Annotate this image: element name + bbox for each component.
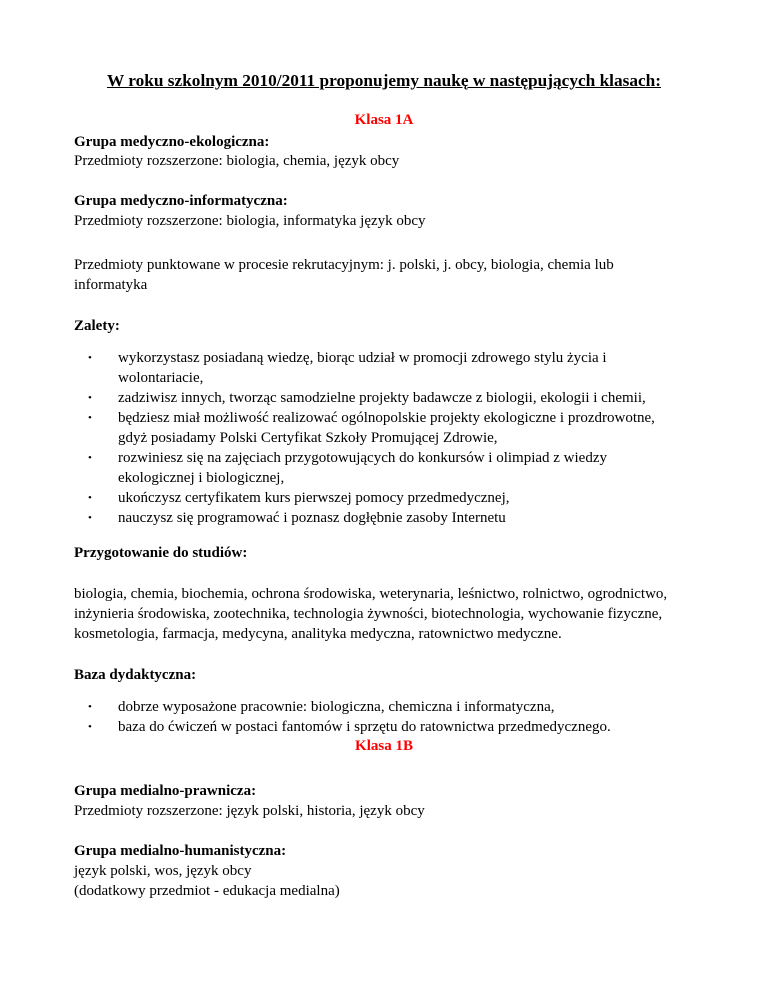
list-item: • zadziwisz innych, tworząc samodzielne projekty badawcze z biologii, ekologii i chemii,	[88, 390, 646, 406]
page-title: W roku szkolnym 2010/2011 proponujemy naukę w następujących klasach:	[106, 71, 662, 90]
bullet-icon: •	[88, 701, 92, 713]
bullet-icon: •	[88, 512, 92, 524]
teaching-base-heading: Baza dydaktyczna:	[74, 667, 197, 683]
class-1b-heading: Klasa 1B	[355, 738, 413, 754]
bullet-icon: •	[88, 452, 92, 464]
list-item: • wykorzystasz posiadaną wiedzę, biorąc udział w promocji zdrowego stylu życia i wolontariacie,	[88, 350, 607, 386]
study-preparation-heading: Przygotowanie do studiów:	[74, 545, 248, 561]
group-media-law-subjects: Przedmioty rozszerzone: język polski, historia, język obcy	[74, 803, 425, 819]
scored-subjects-line-2: informatyka	[74, 277, 148, 293]
list-item: • baza do ćwiczeń w postaci fantomów i sprzętu do ratownictwa przedmedycznego.	[88, 719, 611, 735]
group-medical-ecological-subjects: Przedmioty rozszerzone: biologia, chemia, język obcy	[74, 153, 400, 169]
group-media-humanities-subjects: język polski, wos, język obcy	[74, 863, 252, 879]
study-fields-paragraph: biologia, chemia, biochemia, ochrona środowiska, weterynaria, leśnictwo, rolnictwo, ogrodnictwo, inżynieria środowiska, zootechnika, technologia żywności, biotechnologia, wychowanie fizyczne, kosmetologia, farmacja, medycyna, analityka medyczna, ratownictwo medyczne.	[74, 586, 668, 642]
list-item: • dobrze wyposażone pracownie: biologiczna, chemiczna i informatyczna,	[88, 699, 555, 715]
list-item: • nauczysz się programować i poznasz dogłębnie zasoby Internetu	[88, 510, 506, 526]
teaching-base-list	[74, 697, 714, 737]
group-medical-ecological-title: Grupa medyczno-ekologiczna:	[74, 134, 270, 150]
scored-subjects-line-1: Przedmioty punktowane w procesie rekrutacyjnym: j. polski, j. obcy, biologia, chemia lub	[74, 257, 614, 273]
bullet-icon: •	[88, 412, 92, 424]
list-item: • ukończysz certyfikatem kurs pierwszej pomocy przedmedycznej,	[88, 490, 510, 506]
bullet-icon: •	[88, 492, 92, 504]
group-media-humanities-title: Grupa medialno-humanistyczna:	[74, 843, 287, 859]
bullet-icon: •	[88, 392, 92, 404]
class-1a-heading: Klasa 1A	[354, 112, 414, 128]
group-medical-it-subjects: Przedmioty rozszerzone: biologia, informatyka język obcy	[74, 213, 426, 229]
advantages-list	[74, 348, 714, 528]
bullet-icon: •	[88, 352, 92, 364]
group-media-humanities-extra: (dodatkowy przedmiot - edukacja medialna)	[74, 883, 340, 899]
bullet-icon: •	[88, 721, 92, 733]
advantages-heading: Zalety:	[74, 318, 120, 334]
list-item: • będziesz miał możliwość realizować ogólnopolskie projekty ekologiczne i prozdrowotne, gdyż posiadamy Polski Certyfikat Szkoły Promującej Zdrowie,	[88, 410, 655, 446]
group-medical-it-title: Grupa medyczno-informatyczna:	[74, 193, 288, 209]
list-item: • rozwiniesz się na zajęciach przygotowujących do konkursów i olimpiad z wiedzy ekologicznej i biologicznej,	[88, 450, 608, 486]
group-media-law-title: Grupa medialno-prawnicza:	[74, 783, 257, 799]
